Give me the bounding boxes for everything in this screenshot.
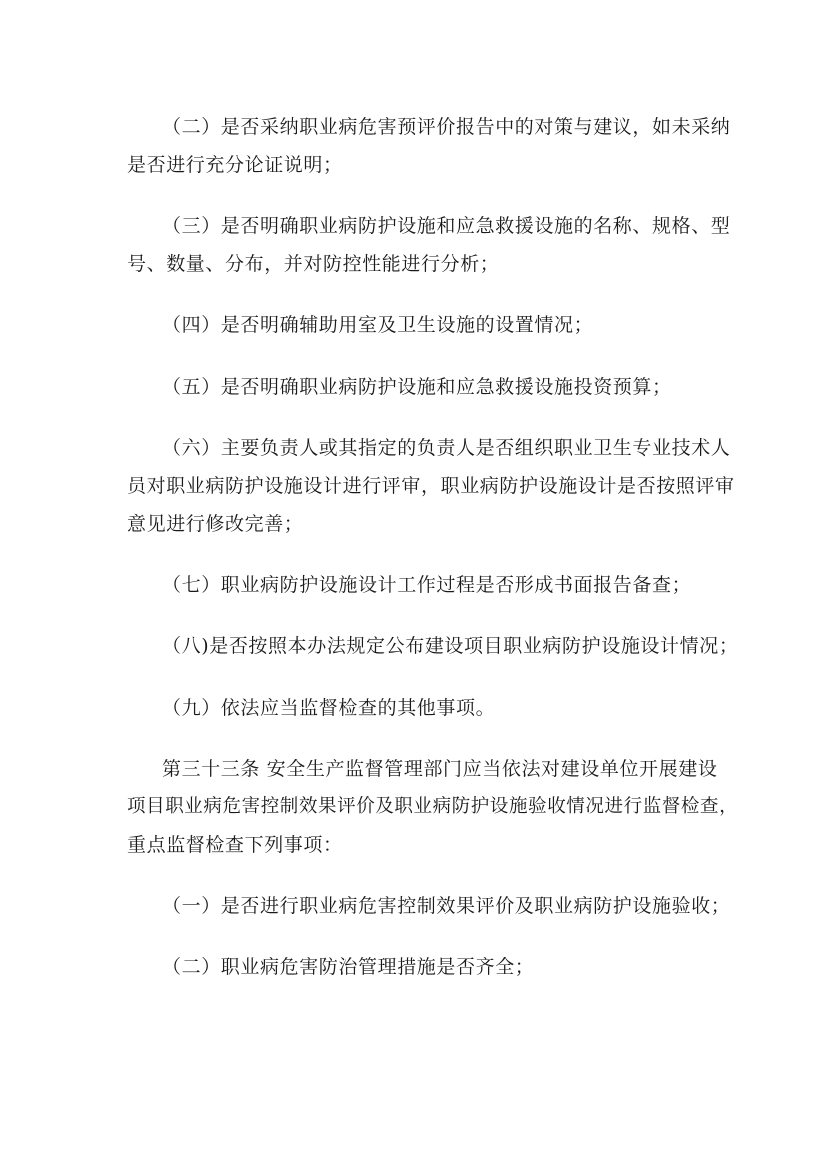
paragraph-8-line-1: 项目职业病危害控制效果评价及职业病防护设施验收情况进行监督检查，: [127, 796, 739, 817]
paragraph-8-line-0: 第三十三条 安全生产监督管理部门应当依法对建设单位开展建设: [162, 758, 718, 780]
paragraph-5-line-0: （七）职业病防护设施设计工作过程是否形成书面报告备查；: [162, 574, 692, 596]
paragraph-0-line-1: 是否进行充分论证说明；: [127, 154, 343, 176]
paragraph-4-line-1: 员对职业病防护设施设计进行评审，职业病防护设施设计是否按照评审: [127, 475, 735, 497]
paragraph-6-line-0: （八)是否按照本办法规定公布建设项目职业病防护设施设计情况；: [162, 635, 739, 657]
paragraph-2-line-0: （四）是否明确辅助用室及卫生设施的设置情况；: [162, 314, 594, 336]
paragraph-4-line-0: （六）主要负责人或其指定的负责人是否组织职业卫生专业技术人: [162, 437, 731, 459]
paragraph-10-line-0: （二）职业病危害防治管理措施是否齐全；: [162, 956, 535, 978]
paragraph-3-line-0: （五）是否明确职业病防护设施和应急救援设施投资预算；: [162, 376, 672, 398]
paragraph-1-line-1: 号、数量、分布，并对防控性能进行分析；: [127, 253, 500, 275]
paragraph-9-line-0: （一）是否进行职业病危害控制效果评价及职业病防护设施验收；: [162, 895, 731, 917]
paragraph-0-line-0: （二）是否采纳职业病危害预评价报告中的对策与建议，如未采纳: [162, 116, 731, 138]
paragraph-8-line-2: 重点监督检查下列事项：: [127, 834, 343, 856]
paragraph-4-line-2: 意见进行修改完善；: [127, 513, 304, 535]
paragraph-7-line-0: （九）依法应当监督检查的其他事项。: [162, 697, 496, 719]
paragraph-1-line-0: （三）是否明确职业病防护设施和应急救援设施的名称、规格、型: [162, 215, 731, 237]
